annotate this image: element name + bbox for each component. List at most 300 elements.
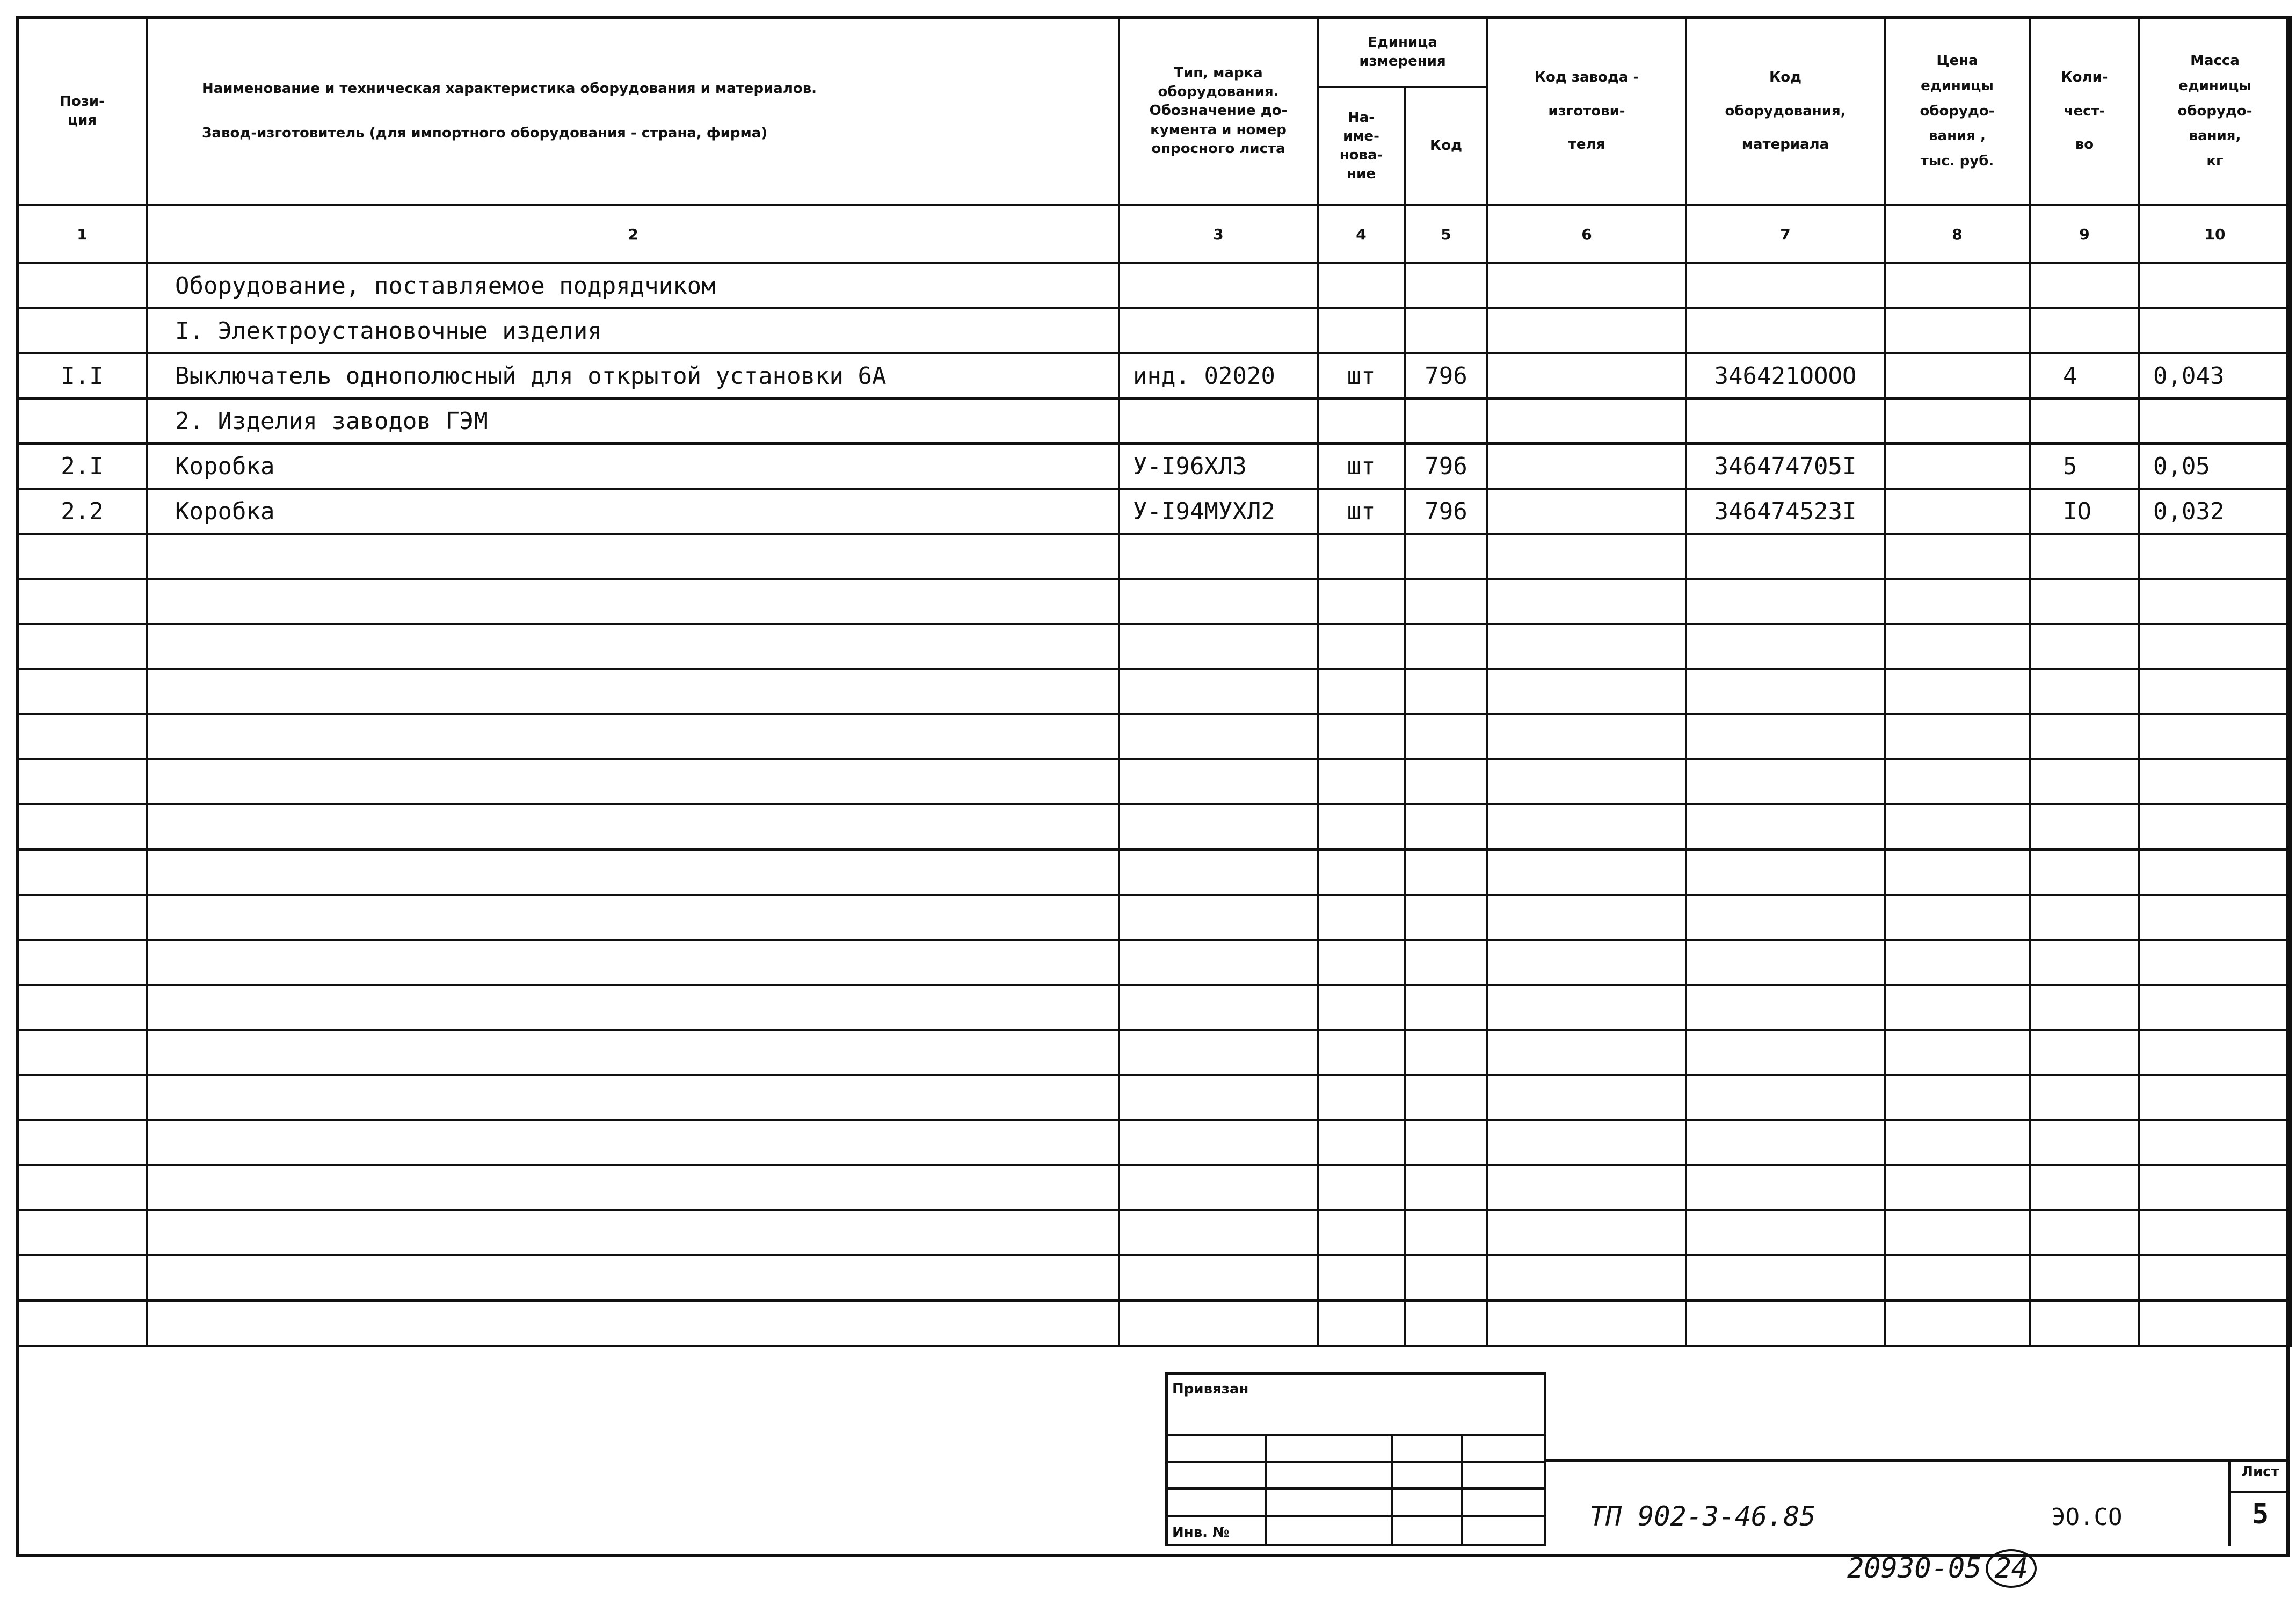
- cell-item-code: [1686, 985, 1885, 1030]
- table-row: [17, 398, 2291, 444]
- cell-name: [147, 804, 1119, 849]
- header-plant-code: [1487, 17, 1686, 205]
- cell-name: [147, 669, 1119, 714]
- header-text-line: Код: [1769, 69, 1802, 86]
- cell-plant-code: [1487, 1165, 1686, 1210]
- cell-type: [1119, 985, 1318, 1030]
- cell-name: [147, 1165, 1119, 1210]
- cell-qty: [2030, 398, 2139, 444]
- header-price: [1885, 17, 2030, 205]
- header-text-line: во: [2075, 136, 2094, 153]
- cell-unit: [1318, 1030, 1405, 1075]
- table-row: [17, 263, 2291, 308]
- header-text-line: ция: [67, 112, 97, 128]
- table-body: [17, 263, 2291, 1346]
- cell-item-code: [1686, 895, 1885, 940]
- cell-unit-code: [1405, 1255, 1487, 1301]
- table-row: [17, 1210, 2291, 1255]
- cell-price: [1885, 353, 2030, 398]
- cell-price: [1885, 534, 2030, 579]
- cell-plant-code: [1487, 534, 1686, 579]
- cell-mass: [2139, 534, 2291, 579]
- header-text-line: оборудо-: [1920, 103, 1995, 119]
- cell-item-code: [1686, 804, 1885, 849]
- header-item-code: [1686, 17, 1885, 205]
- cell-qty: IO: [2030, 489, 2139, 534]
- header-unit-group: [1318, 17, 1487, 87]
- header-text-line: материала: [1741, 136, 1829, 153]
- cell-item-code: [1686, 1255, 1885, 1301]
- cell-name: [147, 1255, 1119, 1301]
- cell-mass: [2139, 624, 2291, 669]
- header-text-line: Единица: [1368, 34, 1437, 50]
- cell-mass: [2139, 940, 2291, 985]
- cell-price: [1885, 1165, 2030, 1210]
- cell-qty: [2030, 849, 2139, 895]
- cell-pos: [17, 263, 147, 308]
- cell-name: Коробка: [147, 444, 1119, 489]
- header-text-line: Пози-: [60, 93, 105, 110]
- cell-mass: [2139, 1165, 2291, 1210]
- cell-unit: [1318, 940, 1405, 985]
- cell-qty: [2030, 579, 2139, 624]
- cell-pos: [17, 759, 147, 804]
- cell-unit: [1318, 398, 1405, 444]
- cell-qty: [2030, 714, 2139, 759]
- cell-unit-code: [1405, 669, 1487, 714]
- cell-mass: [2139, 985, 2291, 1030]
- cell-plant-code: [1487, 398, 1686, 444]
- header-name: [147, 17, 1119, 205]
- cell-pos: [17, 624, 147, 669]
- header-quantity: [2030, 17, 2139, 205]
- cell-unit-code: [1405, 398, 1487, 444]
- cell-pos: [17, 804, 147, 849]
- cell-item-code: [1686, 940, 1885, 985]
- cell-name: [147, 895, 1119, 940]
- header-text-line: теля: [1568, 136, 1605, 153]
- cell-mass: [2139, 263, 2291, 308]
- table-row: [17, 489, 2291, 534]
- cell-item-code: [1686, 1210, 1885, 1255]
- cell-qty: [2030, 759, 2139, 804]
- archive-code: 20930-05: [1847, 1552, 1982, 1585]
- cell-qty: [2030, 1030, 2139, 1075]
- cell-unit-code: 796: [1405, 489, 1487, 534]
- cell-unit: [1318, 1120, 1405, 1165]
- cell-unit: шт: [1318, 444, 1405, 489]
- header-text-line: Наименование и техническая характеристика оборудования и материалов.: [202, 80, 817, 97]
- cell-item-code: [1686, 263, 1885, 308]
- header-text-line: тыс. руб.: [1920, 153, 1994, 170]
- header-text-line: вания,: [2189, 128, 2241, 144]
- cell-price: [1885, 669, 2030, 714]
- cell-unit: шт: [1318, 353, 1405, 398]
- stamp-title: Привязан: [1172, 1381, 1249, 1397]
- cell-price: [1885, 1120, 2030, 1165]
- table-row: [17, 579, 2291, 624]
- sheet-label: Лист: [2231, 1464, 2290, 1493]
- cell-unit: [1318, 263, 1405, 308]
- cell-price: [1885, 940, 2030, 985]
- header-row: [17, 17, 2291, 87]
- cell-qty: [2030, 669, 2139, 714]
- cell-name: [147, 1075, 1119, 1120]
- cell-name: [147, 579, 1119, 624]
- cell-mass: 0,05: [2139, 444, 2291, 489]
- cell-unit: [1318, 1255, 1405, 1301]
- header-text-line: единицы: [1921, 77, 1994, 94]
- cell-name: [147, 759, 1119, 804]
- cell-item-code: 346474705I: [1686, 444, 1885, 489]
- cell-unit-code: [1405, 308, 1487, 353]
- header-text-line: оборудования,: [1725, 103, 1846, 119]
- table-row: [17, 1075, 2291, 1120]
- cell-price: [1885, 1210, 2030, 1255]
- table-row: [17, 624, 2291, 669]
- cell-unit-code: [1405, 940, 1487, 985]
- table-row: [17, 444, 2291, 489]
- header-text-line: оборудо-: [2177, 103, 2253, 119]
- cell-mass: 0,032: [2139, 489, 2291, 534]
- table-row: [17, 353, 2291, 398]
- cell-mass: [2139, 308, 2291, 353]
- cell-qty: [2030, 1255, 2139, 1301]
- cell-qty: [2030, 534, 2139, 579]
- cell-type: [1119, 804, 1318, 849]
- cell-unit-code: [1405, 895, 1487, 940]
- cell-pos: [17, 669, 147, 714]
- table-row: [17, 1255, 2291, 1301]
- table-row: [17, 714, 2291, 759]
- stamp-inventory-label: Инв. №: [1172, 1524, 1230, 1541]
- header-text-line: Код завода -: [1534, 69, 1639, 86]
- cell-mass: [2139, 714, 2291, 759]
- cell-qty: [2030, 985, 2139, 1030]
- cell-mass: [2139, 1030, 2291, 1075]
- cell-price: [1885, 759, 2030, 804]
- header-text-line: кумента и номер: [1150, 121, 1287, 138]
- header-mass: [2139, 17, 2291, 205]
- cell-pos: [17, 849, 147, 895]
- cell-qty: [2030, 1210, 2139, 1255]
- cell-plant-code: [1487, 1030, 1686, 1075]
- cell-unit-code: [1405, 534, 1487, 579]
- cell-unit: шт: [1318, 489, 1405, 534]
- cell-mass: [2139, 579, 2291, 624]
- cell-price: [1885, 714, 2030, 759]
- cell-type: [1119, 534, 1318, 579]
- cell-price: [1885, 895, 2030, 940]
- cell-type: инд. 02020: [1119, 353, 1318, 398]
- cell-plant-code: [1487, 308, 1686, 353]
- cell-plant-code: [1487, 895, 1686, 940]
- cell-unit-code: [1405, 1165, 1487, 1210]
- cell-unit-code: [1405, 579, 1487, 624]
- cell-qty: [2030, 1165, 2139, 1210]
- col-number: 5: [1405, 205, 1487, 263]
- cell-mass: [2139, 1301, 2291, 1346]
- cell-price: [1885, 1075, 2030, 1120]
- cell-plant-code: [1487, 759, 1686, 804]
- cell-name: Коробка: [147, 489, 1119, 534]
- col-number: 6: [1487, 205, 1686, 263]
- header-text-line: Завод-изготовитель (для импортного оборудования - страна, фирма): [202, 125, 768, 141]
- header-text-line: оборудования.: [1158, 84, 1279, 100]
- cell-item-code: [1686, 1075, 1885, 1120]
- cell-plant-code: [1487, 804, 1686, 849]
- cell-plant-code: [1487, 624, 1686, 669]
- cell-unit-code: [1405, 624, 1487, 669]
- cell-unit-code: 796: [1405, 353, 1487, 398]
- cell-pos: [17, 714, 147, 759]
- cell-unit-code: [1405, 1210, 1487, 1255]
- column-numbers-row: [17, 205, 2291, 263]
- col-number: 10: [2139, 205, 2291, 263]
- cell-pos: [17, 308, 147, 353]
- cell-plant-code: [1487, 714, 1686, 759]
- cell-plant-code: [1487, 1210, 1686, 1255]
- cell-type: [1119, 669, 1318, 714]
- cell-mass: [2139, 895, 2291, 940]
- cell-plant-code: [1487, 444, 1686, 489]
- cell-mass: [2139, 759, 2291, 804]
- cell-unit: [1318, 895, 1405, 940]
- cell-pos: [17, 1120, 147, 1165]
- cell-unit: [1318, 579, 1405, 624]
- cell-price: [1885, 444, 2030, 489]
- cell-type: [1119, 940, 1318, 985]
- cell-mass: [2139, 1075, 2291, 1120]
- header-text-line: Масса: [2190, 53, 2240, 69]
- cell-qty: 5: [2030, 444, 2139, 489]
- cell-unit: [1318, 308, 1405, 353]
- header-text-line: Код: [1429, 137, 1463, 154]
- cell-item-code: [1686, 624, 1885, 669]
- cell-plant-code: [1487, 353, 1686, 398]
- cell-unit: [1318, 1210, 1405, 1255]
- cell-pos: [17, 579, 147, 624]
- header-text-line: Тип, марка: [1174, 65, 1263, 82]
- cell-name: 2. Изделия заводов ГЭМ: [147, 398, 1119, 444]
- header-text-line: чест-: [2064, 103, 2105, 119]
- cell-qty: [2030, 804, 2139, 849]
- cell-plant-code: [1487, 1255, 1686, 1301]
- cell-pos: [17, 895, 147, 940]
- cell-unit: [1318, 624, 1405, 669]
- cell-pos: [17, 1210, 147, 1255]
- cell-plant-code: [1487, 940, 1686, 985]
- cell-unit: [1318, 985, 1405, 1030]
- cell-type: [1119, 849, 1318, 895]
- col-number: 8: [1885, 205, 2030, 263]
- cell-price: [1885, 308, 2030, 353]
- cell-plant-code: [1487, 579, 1686, 624]
- header-text-line: кг: [2206, 153, 2224, 170]
- archive-number: [1847, 1549, 2037, 1588]
- archive-circled-number: 24: [1986, 1549, 2037, 1588]
- cell-price: [1885, 1255, 2030, 1301]
- cell-pos: [17, 940, 147, 985]
- cell-unit-code: [1405, 1075, 1487, 1120]
- header-text-line: вания ,: [1929, 128, 1986, 144]
- cell-qty: [2030, 1301, 2139, 1346]
- table-row: [17, 1030, 2291, 1075]
- cell-item-code: [1686, 308, 1885, 353]
- cell-qty: [2030, 940, 2139, 985]
- stamp-line: [1461, 1434, 1463, 1544]
- cell-unit-code: [1405, 985, 1487, 1030]
- cell-unit-code: [1405, 1301, 1487, 1346]
- cell-unit: [1318, 1301, 1405, 1346]
- cell-name: Оборудование, поставляемое подрядчиком: [147, 263, 1119, 308]
- cell-item-code: 346421OOOO: [1686, 353, 1885, 398]
- cell-type: [1119, 1075, 1318, 1120]
- cell-item-code: [1686, 849, 1885, 895]
- cell-unit: [1318, 534, 1405, 579]
- cell-price: [1885, 985, 2030, 1030]
- specification-table: [16, 16, 2292, 1347]
- cell-type: [1119, 895, 1318, 940]
- cell-item-code: [1686, 714, 1885, 759]
- cell-plant-code: [1487, 489, 1686, 534]
- cell-plant-code: [1487, 669, 1686, 714]
- cell-name: [147, 534, 1119, 579]
- col-number: 4: [1318, 205, 1405, 263]
- cell-price: [1885, 1030, 2030, 1075]
- cell-item-code: [1686, 398, 1885, 444]
- cell-unit-code: [1405, 1030, 1487, 1075]
- table-row: [17, 1120, 2291, 1165]
- table-row: [17, 759, 2291, 804]
- cell-type: [1119, 263, 1318, 308]
- header-unit-name: [1318, 87, 1405, 205]
- cell-plant-code: [1487, 985, 1686, 1030]
- cell-type: [1119, 1165, 1318, 1210]
- cell-mass: [2139, 1120, 2291, 1165]
- table-row: [17, 1165, 2291, 1210]
- cell-type: [1119, 398, 1318, 444]
- cell-pos: 2.I: [17, 444, 147, 489]
- cell-name: [147, 849, 1119, 895]
- cell-type: [1119, 1030, 1318, 1075]
- document-mark: ЭО.СО: [2051, 1503, 2123, 1531]
- cell-mass: 0,043: [2139, 353, 2291, 398]
- header-text-line: единицы: [2178, 77, 2251, 94]
- cell-price: [1885, 1301, 2030, 1346]
- cell-qty: [2030, 895, 2139, 940]
- cell-unit-code: [1405, 714, 1487, 759]
- cell-plant-code: [1487, 1075, 1686, 1120]
- col-number: 7: [1686, 205, 1885, 263]
- cell-plant-code: [1487, 1301, 1686, 1346]
- header-text-line: имe-: [1343, 128, 1379, 144]
- table-row: [17, 804, 2291, 849]
- cell-unit: [1318, 1165, 1405, 1210]
- cell-price: [1885, 489, 2030, 534]
- cell-item-code: 346474523I: [1686, 489, 1885, 534]
- cell-pos: [17, 1075, 147, 1120]
- cell-name: [147, 1030, 1119, 1075]
- cell-item-code: [1686, 1030, 1885, 1075]
- cell-type: [1119, 759, 1318, 804]
- table-row: [17, 308, 2291, 353]
- cell-price: [1885, 263, 2030, 308]
- cell-type: [1119, 1120, 1318, 1165]
- table-row: [17, 669, 2291, 714]
- cell-price: [1885, 804, 2030, 849]
- header-text-line: опросного листа: [1151, 140, 1285, 157]
- cell-name: [147, 714, 1119, 759]
- cell-qty: [2030, 624, 2139, 669]
- cell-item-code: [1686, 1165, 1885, 1210]
- header-text-line: изготови-: [1548, 103, 1625, 119]
- cell-mass: [2139, 669, 2291, 714]
- binding-stamp: [1165, 1372, 1546, 1546]
- col-number: 2: [147, 205, 1119, 263]
- cell-name: Выключатель однополюсный для открытой установки 6А: [147, 353, 1119, 398]
- cell-item-code: [1686, 669, 1885, 714]
- col-number: 3: [1119, 205, 1318, 263]
- sheet-number: 5: [2251, 1498, 2269, 1530]
- cell-unit-code: [1405, 759, 1487, 804]
- cell-pos: [17, 1301, 147, 1346]
- cell-qty: [2030, 1120, 2139, 1165]
- header-type: [1119, 17, 1318, 205]
- cell-item-code: [1686, 759, 1885, 804]
- cell-plant-code: [1487, 263, 1686, 308]
- cell-unit-code: 796: [1405, 444, 1487, 489]
- cell-mass: [2139, 1210, 2291, 1255]
- cell-price: [1885, 398, 2030, 444]
- cell-mass: [2139, 1255, 2291, 1301]
- table-row: [17, 985, 2291, 1030]
- cell-name: I. Электроустановочные изделия: [147, 308, 1119, 353]
- cell-name: [147, 940, 1119, 985]
- cell-unit-code: [1405, 263, 1487, 308]
- cell-mass: [2139, 398, 2291, 444]
- table-row: [17, 849, 2291, 895]
- cell-item-code: [1686, 1301, 1885, 1346]
- cell-unit: [1318, 759, 1405, 804]
- cell-qty: [2030, 1075, 2139, 1120]
- cell-unit: [1318, 669, 1405, 714]
- cell-name: [147, 1210, 1119, 1255]
- cell-item-code: [1686, 1120, 1885, 1165]
- cell-qty: [2030, 308, 2139, 353]
- table-row: [17, 534, 2291, 579]
- stamp-line: [1265, 1434, 1267, 1544]
- cell-mass: [2139, 804, 2291, 849]
- header-text-line: Коли-: [2061, 69, 2108, 86]
- cell-name: [147, 1120, 1119, 1165]
- cell-pos: I.I: [17, 353, 147, 398]
- cell-type: [1119, 624, 1318, 669]
- cell-qty: [2030, 263, 2139, 308]
- cell-price: [1885, 579, 2030, 624]
- cell-qty: 4: [2030, 353, 2139, 398]
- header-text-line: измерения: [1359, 53, 1446, 69]
- table-row: [17, 1301, 2291, 1346]
- header-position: [17, 17, 147, 205]
- col-number: 9: [2030, 205, 2139, 263]
- cell-type: [1119, 714, 1318, 759]
- cell-unit-code: [1405, 1120, 1487, 1165]
- cell-type: [1119, 579, 1318, 624]
- stamp-line: [1168, 1487, 1544, 1490]
- stamp-line: [1168, 1515, 1544, 1517]
- cell-item-code: [1686, 534, 1885, 579]
